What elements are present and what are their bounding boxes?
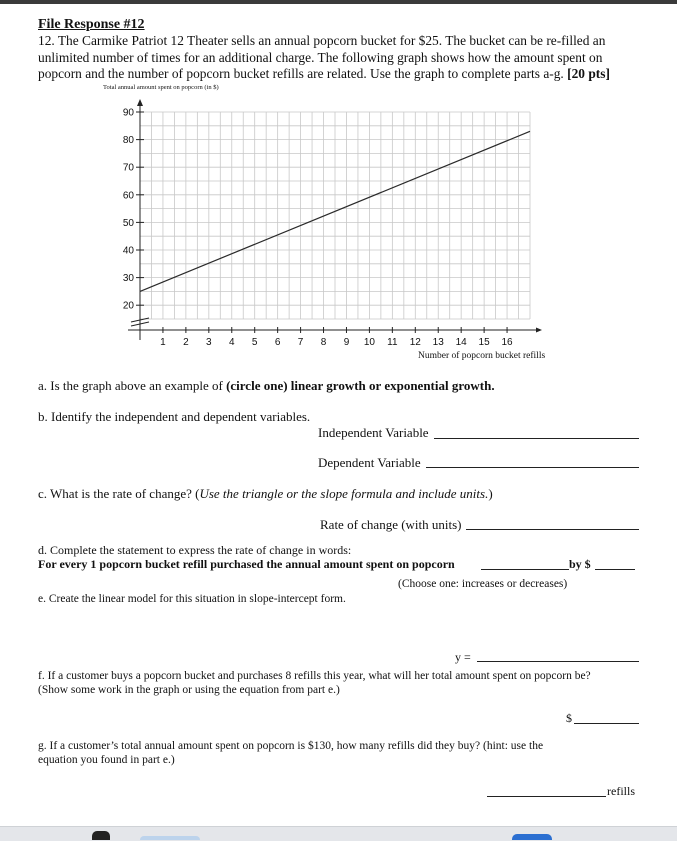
x-tick-label: 8 [320,337,327,348]
points-label: [20 pts] [567,66,610,81]
x-tick-label: 2 [183,337,189,348]
question-a [38,378,495,394]
y-axis-arrow [137,99,143,106]
toolbar-avatar-icon [92,831,110,840]
dollar-sign-label: $ [566,711,572,725]
x-tick-label: 4 [228,337,235,348]
x-tick-label: 12 [409,337,421,348]
question-f-hint: (Show some work in the graph or using the equation from part e.) [38,684,340,696]
y-tick-label: 40 [122,245,134,257]
question-c [38,486,493,502]
y-tick-label: 50 [122,217,134,229]
by-dollar-label: by $ [569,557,591,571]
question-c-close: ) [488,486,493,501]
x-tick-label: 11 [387,337,398,348]
x-axis-arrow [536,328,542,333]
increase-decrease-blank[interactable] [481,569,569,570]
question-f: f. If a customer buys a popcorn bucket and purchases 8 refills this year, what will her total amount spent on popcorn be? [38,670,591,682]
dependent-variable-blank[interactable] [426,467,639,468]
rate-of-change-label: Rate of change (with units) [320,517,462,532]
x-tick-label: 9 [343,337,350,348]
y-tick-label: 90 [122,107,134,119]
x-tick-label: 14 [455,337,467,348]
page-title: File Response #12 [38,17,145,32]
x-tick-label: 13 [432,337,444,348]
question-d-statement: For every 1 popcorn bucket refill purchased the annual amount spent on popcorn [38,557,455,571]
toolbar-highlight [140,836,200,840]
question-a-text: a. Is the graph above an example of [38,378,227,393]
y-tick-label: 20 [122,300,134,312]
x-tick-label: 16 [501,337,513,348]
x-tick-label: 7 [297,337,304,348]
problem-text: 12. The Carmike Patriot 12 Theater sells an annual popcorn bucket for $25. The bucket can be re-filled an unlimited number of times for an additional charge. The following graph shows how the amount spent on popcorn and the number of popcorn bucket refills are related. Use the graph to complete parts a-g. [38,33,606,81]
dependent-variable-label: Dependent Variable [318,455,421,470]
x-tick-label: 1 [160,337,166,348]
rate-of-change-blank[interactable] [466,529,639,530]
x-tick-label: 5 [251,337,258,348]
question-g-hint: equation you found in part e.) [38,754,175,766]
y-tick-label: 80 [122,135,134,147]
x-axis-title: Number of popcorn bucket refills [418,351,546,361]
question-c-text: c. What is the rate of change? ( [38,486,200,501]
question-d: d. Complete the statement to express the rate of change in words: [38,543,352,557]
y-tick-label: 70 [122,162,134,174]
x-tick-label: 6 [274,337,281,348]
refills-label: refills [607,784,635,798]
y-equals-label: y = [455,650,471,664]
equation-blank[interactable] [477,661,639,662]
question-g: g. If a customer’s total annual amount spent on popcorn is $130, how many refills did they buy? (hint: use the [38,740,544,752]
question-e: e. Create the linear model for this situation in slope-intercept form. [38,593,346,605]
y-axis-title: Total annual amount spent on popcorn (in $) [103,84,219,91]
dollar-amount-blank[interactable] [595,569,635,570]
choose-one-note: (Choose one: increases or decreases) [398,578,568,590]
question-b: b. Identify the independent and dependent variables. [38,409,311,424]
x-tick-label: 3 [206,337,212,348]
question-a-bold: (circle one) linear growth or exponential growth. [226,378,495,393]
refills-blank[interactable] [487,796,606,797]
independent-variable-label: Independent Variable [318,425,429,440]
x-tick-label: 15 [478,337,490,348]
question-c-italic: Use the triangle or the slope formula and include units. [199,486,489,501]
y-tick-label: 30 [122,273,134,285]
y-tick-label: 60 [122,190,134,202]
independent-variable-blank[interactable] [434,438,639,439]
toolbar-action-icon[interactable] [512,834,552,840]
total-amount-blank[interactable] [574,723,639,724]
x-tick-label: 10 [363,337,375,348]
graph [0,0,677,380]
